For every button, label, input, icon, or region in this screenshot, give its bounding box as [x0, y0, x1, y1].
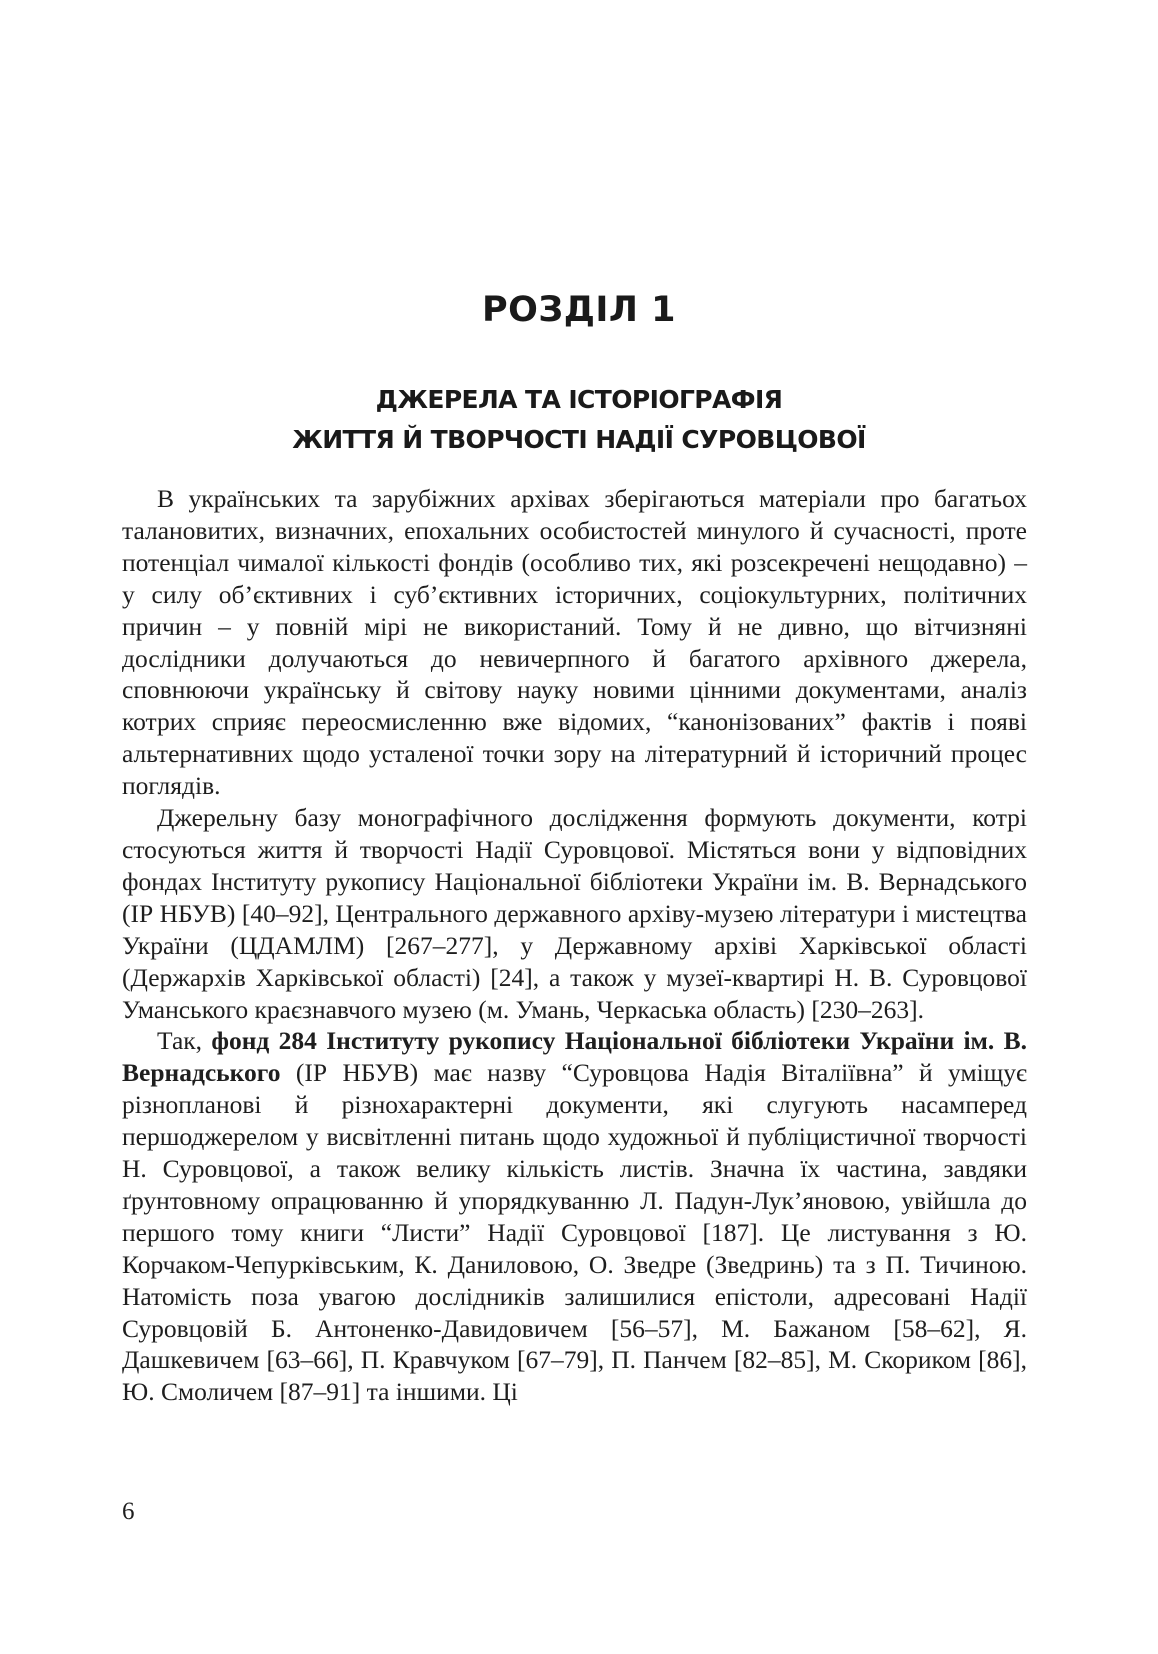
paragraph-3-prefix: Так, [157, 1026, 212, 1056]
section-title-line-2: ЖИТТЯ Й ТВОРЧОСТІ НАДІЇ СУРОВЦОВОЇ [292, 425, 866, 454]
page-number: 6 [122, 1498, 135, 1525]
section-title-line-1: ДЖЕРЕЛА ТА ІСТОРІОГРАФІЯ [375, 385, 783, 414]
paragraph-1: В українських та зарубіжних архівах зберігаються матеріали про багатьох талановитих, визначних, епохальних особистостей минулого й сучасності, проте потенціал чималої кількості фондів (особливо тих, які розсекречені нещодавно) – у силу об’єктивних і суб’єктивних історичних, соціокультурних, політичних причин – у повній мірі не використаний. Тому й не дивно, що вітчизняні дослідники долучаються до невичерпного й багатого архівного джерела, сповнюючи українську й світову науку новими цінними документами, аналіз котрих сприяє переосмисленню вже відомих, “канонізованих” фактів і появі альтернативних щодо усталеної точки зору на літературний й історичний процес поглядів. [122, 484, 1027, 801]
body-text [122, 483, 1027, 1408]
chapter-title: РОЗДІЛ 1 [481, 290, 677, 330]
paragraph-3-bold-fund: фонд 284 Інституту рукопису Національної бібліотеки України ім. В. Вернадського [122, 1026, 1027, 1088]
paragraph-3-rest: (ІР НБУВ) має назву “Суровцова Надія Віталіївна” й уміщує різнопланові й різнохарактерні документи, які слугують насамперед першоджерелом у висвітленні питань щодо художньої й публіцистичної творчості Н. Суровцової, а також велику кількість листів. Значна їх частина, завдяки ґрунтовному опрацюванню й упорядкуванню Л. Падун-Лук’яновою, увійшла до першого тому книги “Листи” Надії Суровцової [187]. Це листування з Ю. Корчаком-Чепурківським, К. Даниловою, О. Зведре (Зведринь) та з П. Тичиною. Натомість поза увагою дослідників залишилися епістоли, адресовані Надії Суровцовій Б. Антоненко-Давидовичем [56–57], М. Бажаном [58–62], Я. Дашкевичем [63–66], П. Кравчуком [67–79], П. Панчем [82–85], М. Скориком [86], Ю. Смоличем [87–91] та іншими. Ці [122, 1058, 1027, 1407]
paragraph-3 [122, 1025, 1027, 1408]
paragraph-2: Джерельну базу монографічного дослідження формують документи, котрі стосуються життя й творчості Надії Суровцової. Містяться вони у відповідних фондах Інституту рукопису Національної бібліотеки України ім. В. Вернадського (ІР НБУВ) [40–92], Центрального державного архіву-музею літератури і мистецтва України (ЦДАМЛМ) [267–277], у Державному архіві Харківської області (Держархів Харківської області) [24], а також у музеї-квартирі Н. В. Суровцової Уманського краєзнавчого музею (м. Умань, Черкаська область) [230–263]. [122, 803, 1027, 1024]
section-title [0, 380, 1158, 460]
